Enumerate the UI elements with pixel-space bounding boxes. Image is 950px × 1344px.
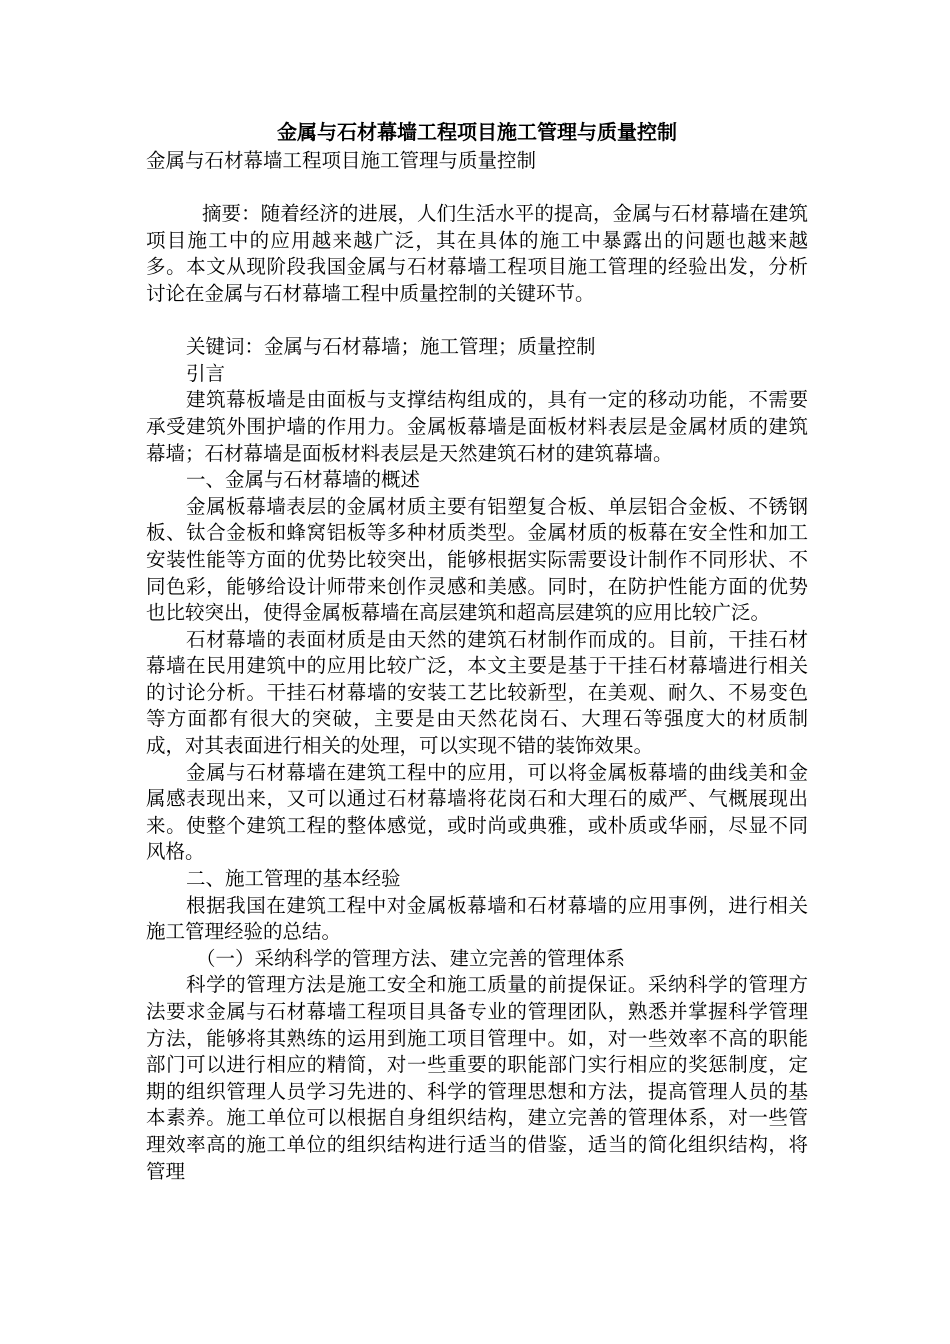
blank-line [146, 308, 808, 335]
intro-paragraph: 建筑幕板墙是由面板与支撑结构组成的，具有一定的移动功能，不需要承受建筑外围护墙的作用力。金属板幕墙是面板材料表层是金属材质的建筑幕墙；石材幕墙是面板材料表层是天然建筑石材的建筑幕墙。 [146, 388, 808, 465]
subsection1-paragraph: 科学的管理方法是施工安全和施工质量的前提保证。采纳科学的管理方法要求金属与石材幕墙工程项目具备专业的管理团队，熟悉并掌握科学管理方法，能够将其熟练的运用到施工项目管理中。如，对一些效率不高的职能部门可以进行相应的精简，对一些重要的职能部门实行相应的奖惩制度，定期的组织管理人员学习先进的、科学的管理思想和方法，提高管理人员的基本素养。施工单位可以根据自身组织结构，建立完善的管理体系，对一些管理效率高的施工单位的组织结构进行适当的借鉴，适当的简化组织结构，将管理 [146, 973, 808, 1183]
section1-paragraph-3: 金属与石材幕墙在建筑工程中的应用，可以将金属板幕墙的曲线美和金属感表现出来，又可以通过石材幕墙将花岗石和大理石的威严、气概展现出来。使整个建筑工程的整体感觉，或时尚或典雅，或朴质或华丽，尽显不同风格。 [146, 760, 808, 864]
document-subtitle: 金属与石材幕墙工程项目施工管理与质量控制 [146, 149, 537, 172]
section1-paragraph-2: 石材幕墙的表面材质是由天然的建筑石材制作而成的。目前，干挂石材幕墙在民用建筑中的应用比较广泛，本文主要是基于干挂石材幕墙进行相关的讨论分析。干挂石材幕墙的安装工艺比较新型，在美观、耐久、不易变色等方面都有很大的突破，主要是由天然花岗石、大理石等强度大的材质制成，对其表面进行相关的处理，可以实现不错的装饰效果。 [146, 627, 808, 758]
document-page [146, 118, 808, 1185]
section2-heading: 二、施工管理的基本经验 [186, 867, 401, 891]
intro-heading: 引言 [186, 361, 226, 385]
section2-paragraph-1: 根据我国在建筑工程中对金属板幕墙和石材幕墙的应用事例，进行相关施工管理经验的总结。 [146, 893, 808, 944]
abstract-paragraph: 摘要：随着经济的进展，人们生活水平的提高，金属与石材幕墙在建筑项目施工中的应用越来越广泛，其在具体的施工中暴露出的问题也越来越多。本文从现阶段我国金属与石材幕墙工程项目施工管理的经验出发，分析讨论在金属与石材幕墙工程中质量控制的关键环节。 [146, 202, 808, 305]
section1-heading: 一、金属与石材幕墙的概述 [186, 468, 421, 492]
subsection1-heading: （一）采纳科学的管理方法、建立完善的管理体系 [196, 946, 626, 970]
section1-paragraph-1: 金属板幕墙表层的金属材质主要有铝塑复合板、单层铝合金板、不锈钢板、钛合金板和蜂窝铝板等多种材质类型。金属材质的板幕在安全性和加工安装性能等方面的优势比较突出，能够根据实际需要设计制作不同形状、不同色彩，能够给设计师带来创作灵感和美感。同时，在防护性能方面的优势也比较突出，使得金属板幕墙在高层建筑和超高层建筑的应用比较广泛。 [146, 494, 808, 625]
blank-line [146, 175, 808, 202]
keywords-line: 关键词：金属与石材幕墙；施工管理；质量控制 [186, 335, 596, 359]
document-title: 金属与石材幕墙工程项目施工管理与质量控制 [277, 120, 677, 144]
